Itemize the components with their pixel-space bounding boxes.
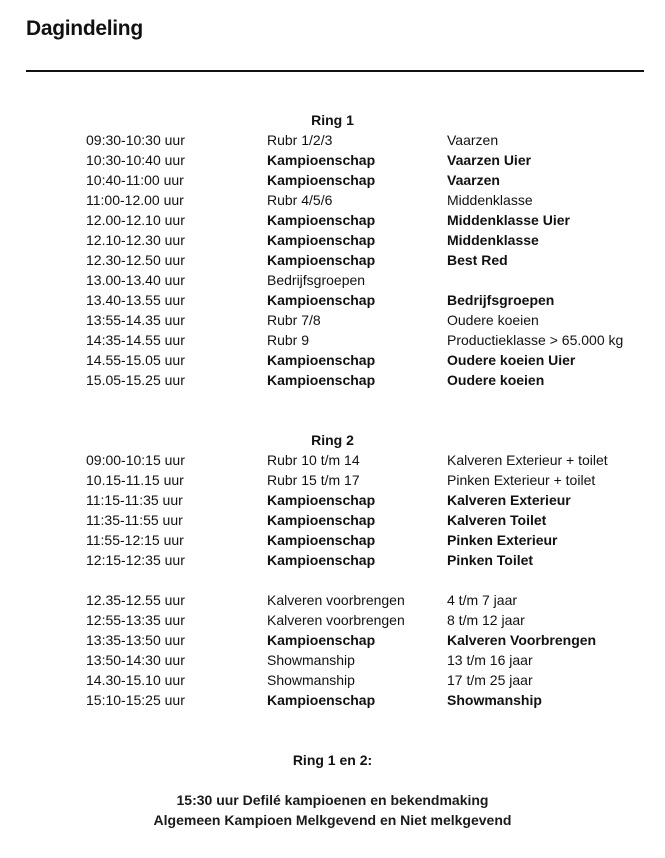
schedule-row bbox=[0, 270, 665, 290]
time-cell: 09:30-10:30 uur bbox=[86, 132, 185, 148]
description-cell: 13 t/m 16 jaar bbox=[447, 652, 533, 668]
description-cell: Productieklasse > 65.000 kg bbox=[447, 332, 624, 348]
ring1-heading: Ring 1 bbox=[311, 112, 354, 128]
time-cell: 12.10-12.30 uur bbox=[86, 232, 185, 248]
schedule-row bbox=[0, 230, 665, 250]
time-cell: 15.05-15.25 uur bbox=[86, 372, 185, 388]
time-cell: 11:55-12:15 uur bbox=[86, 532, 184, 548]
schedule-row bbox=[0, 170, 665, 190]
description-cell: 17 t/m 25 jaar bbox=[447, 672, 533, 688]
description-cell: Best Red bbox=[447, 252, 508, 268]
time-cell: 11:35-11:55 uur bbox=[86, 512, 183, 528]
schedule-row bbox=[0, 490, 665, 510]
description-cell: Kalveren Exterieur bbox=[447, 492, 571, 508]
footer-line-2: Algemeen Kampioen Melkgevend en Niet melkgevend bbox=[153, 812, 512, 828]
description-cell: Kalveren Toilet bbox=[447, 512, 547, 528]
activity-cell: Rubr 4/5/6 bbox=[267, 192, 333, 208]
time-cell: 14.55-15.05 uur bbox=[86, 352, 185, 368]
activity-cell: Rubr 15 t/m 17 bbox=[267, 472, 360, 488]
activity-cell: Kampioenschap bbox=[267, 352, 376, 368]
activity-cell: Bedrijfsgroepen bbox=[267, 272, 366, 288]
schedule-row bbox=[0, 150, 665, 170]
activity-cell: Kampioenschap bbox=[267, 532, 376, 548]
divider bbox=[26, 70, 644, 72]
activity-cell: Kalveren voorbrengen bbox=[267, 592, 405, 608]
activity-cell: Kampioenschap bbox=[267, 512, 376, 528]
activity-cell: Rubr 10 t/m 14 bbox=[267, 452, 360, 468]
schedule-row bbox=[0, 250, 665, 270]
description-cell: Vaarzen bbox=[447, 172, 500, 188]
schedule-row bbox=[0, 670, 665, 690]
time-cell: 13.40-13.55 uur bbox=[86, 292, 185, 308]
schedule-row bbox=[0, 470, 665, 490]
time-cell: 13:50-14:30 uur bbox=[86, 652, 185, 668]
description-cell: Showmanship bbox=[447, 692, 542, 708]
time-cell: 10:40-11:00 uur bbox=[86, 172, 184, 188]
time-cell: 14:35-14.55 uur bbox=[86, 332, 185, 348]
description-cell: Pinken Exterieur + toilet bbox=[447, 472, 596, 488]
activity-cell: Kampioenschap bbox=[267, 172, 376, 188]
description-cell: Kalveren Voorbrengen bbox=[447, 632, 597, 648]
description-cell: Pinken Exterieur bbox=[447, 532, 558, 548]
page-title: Dagindeling bbox=[26, 17, 143, 40]
schedule-row bbox=[0, 190, 665, 210]
schedule-row bbox=[0, 590, 665, 610]
time-cell: 13:55-14.35 uur bbox=[86, 312, 185, 328]
activity-cell: Rubr 7/8 bbox=[267, 312, 321, 328]
schedule-row bbox=[0, 330, 665, 350]
activity-cell: Kalveren voorbrengen bbox=[267, 612, 405, 628]
schedule-row bbox=[0, 690, 665, 710]
schedule-row bbox=[0, 290, 665, 310]
time-cell: 12.00-12.10 uur bbox=[86, 212, 185, 228]
time-cell: 12:15-12:35 uur bbox=[86, 552, 185, 568]
description-cell: Middenklasse bbox=[447, 232, 539, 248]
time-cell: 10:30-10:40 uur bbox=[86, 152, 185, 168]
footer-line-1: 15:30 uur Defilé kampioenen en bekendmaking bbox=[176, 792, 489, 808]
schedule-row bbox=[0, 210, 665, 230]
activity-cell: Kampioenschap bbox=[267, 212, 376, 228]
activity-cell: Kampioenschap bbox=[267, 692, 376, 708]
schedule-row bbox=[0, 450, 665, 470]
time-cell: 15:10-15:25 uur bbox=[86, 692, 185, 708]
time-cell: 10.15-11.15 uur bbox=[86, 472, 184, 488]
description-cell: Oudere koeien bbox=[447, 372, 545, 388]
activity-cell: Kampioenschap bbox=[267, 252, 376, 268]
description-cell: Oudere koeien bbox=[447, 312, 539, 328]
activity-cell: Showmanship bbox=[267, 652, 355, 668]
time-cell: 13:35-13:50 uur bbox=[86, 632, 185, 648]
schedule-row bbox=[0, 550, 665, 570]
schedule-row bbox=[0, 510, 665, 530]
schedule-row bbox=[0, 370, 665, 390]
description-cell: Bedrijfsgroepen bbox=[447, 292, 555, 308]
activity-cell: Rubr 9 bbox=[267, 332, 310, 348]
description-cell: 4 t/m 7 jaar bbox=[447, 592, 518, 608]
time-cell: 12.30-12.50 uur bbox=[86, 252, 185, 268]
ring1-schedule bbox=[0, 130, 665, 390]
activity-cell: Kampioenschap bbox=[267, 632, 376, 648]
description-cell: Middenklasse bbox=[447, 192, 533, 208]
schedule-row bbox=[0, 610, 665, 630]
schedule-row bbox=[0, 630, 665, 650]
time-cell: 14.30-15.10 uur bbox=[86, 672, 185, 688]
time-cell: 11:00-12.00 uur bbox=[86, 192, 184, 208]
description-cell: Pinken Toilet bbox=[447, 552, 534, 568]
description-cell: Vaarzen bbox=[447, 132, 499, 148]
activity-cell: Rubr 1/2/3 bbox=[267, 132, 333, 148]
description-cell: Oudere koeien Uier bbox=[447, 352, 576, 368]
time-cell: 12.35-12.55 uur bbox=[86, 592, 185, 608]
description-cell: Kalveren Exterieur + toilet bbox=[447, 452, 608, 468]
time-cell: 13.00-13.40 uur bbox=[86, 272, 185, 288]
description-cell: Vaarzen Uier bbox=[447, 152, 532, 168]
schedule-row bbox=[0, 650, 665, 670]
description-cell: Middenklasse Uier bbox=[447, 212, 570, 228]
time-cell: 12:55-13:35 uur bbox=[86, 612, 185, 628]
time-cell: 09:00-10:15 uur bbox=[86, 452, 185, 468]
time-cell: 11:15-11:35 uur bbox=[86, 492, 183, 508]
schedule-row bbox=[0, 310, 665, 330]
activity-cell: Kampioenschap bbox=[267, 552, 376, 568]
description-cell: 8 t/m 12 jaar bbox=[447, 612, 525, 628]
activity-cell: Kampioenschap bbox=[267, 232, 376, 248]
activity-cell: Kampioenschap bbox=[267, 492, 376, 508]
schedule-row bbox=[0, 350, 665, 370]
activity-cell: Kampioenschap bbox=[267, 152, 376, 168]
activity-cell: Showmanship bbox=[267, 672, 355, 688]
schedule-row bbox=[0, 130, 665, 150]
ring2-schedule bbox=[0, 450, 665, 570]
ring2-schedule-part2 bbox=[0, 590, 665, 710]
ring2-heading: Ring 2 bbox=[311, 432, 354, 448]
activity-cell: Kampioenschap bbox=[267, 372, 376, 388]
footer-heading: Ring 1 en 2: bbox=[292, 752, 373, 768]
schedule-row bbox=[0, 530, 665, 550]
activity-cell: Kampioenschap bbox=[267, 292, 376, 308]
